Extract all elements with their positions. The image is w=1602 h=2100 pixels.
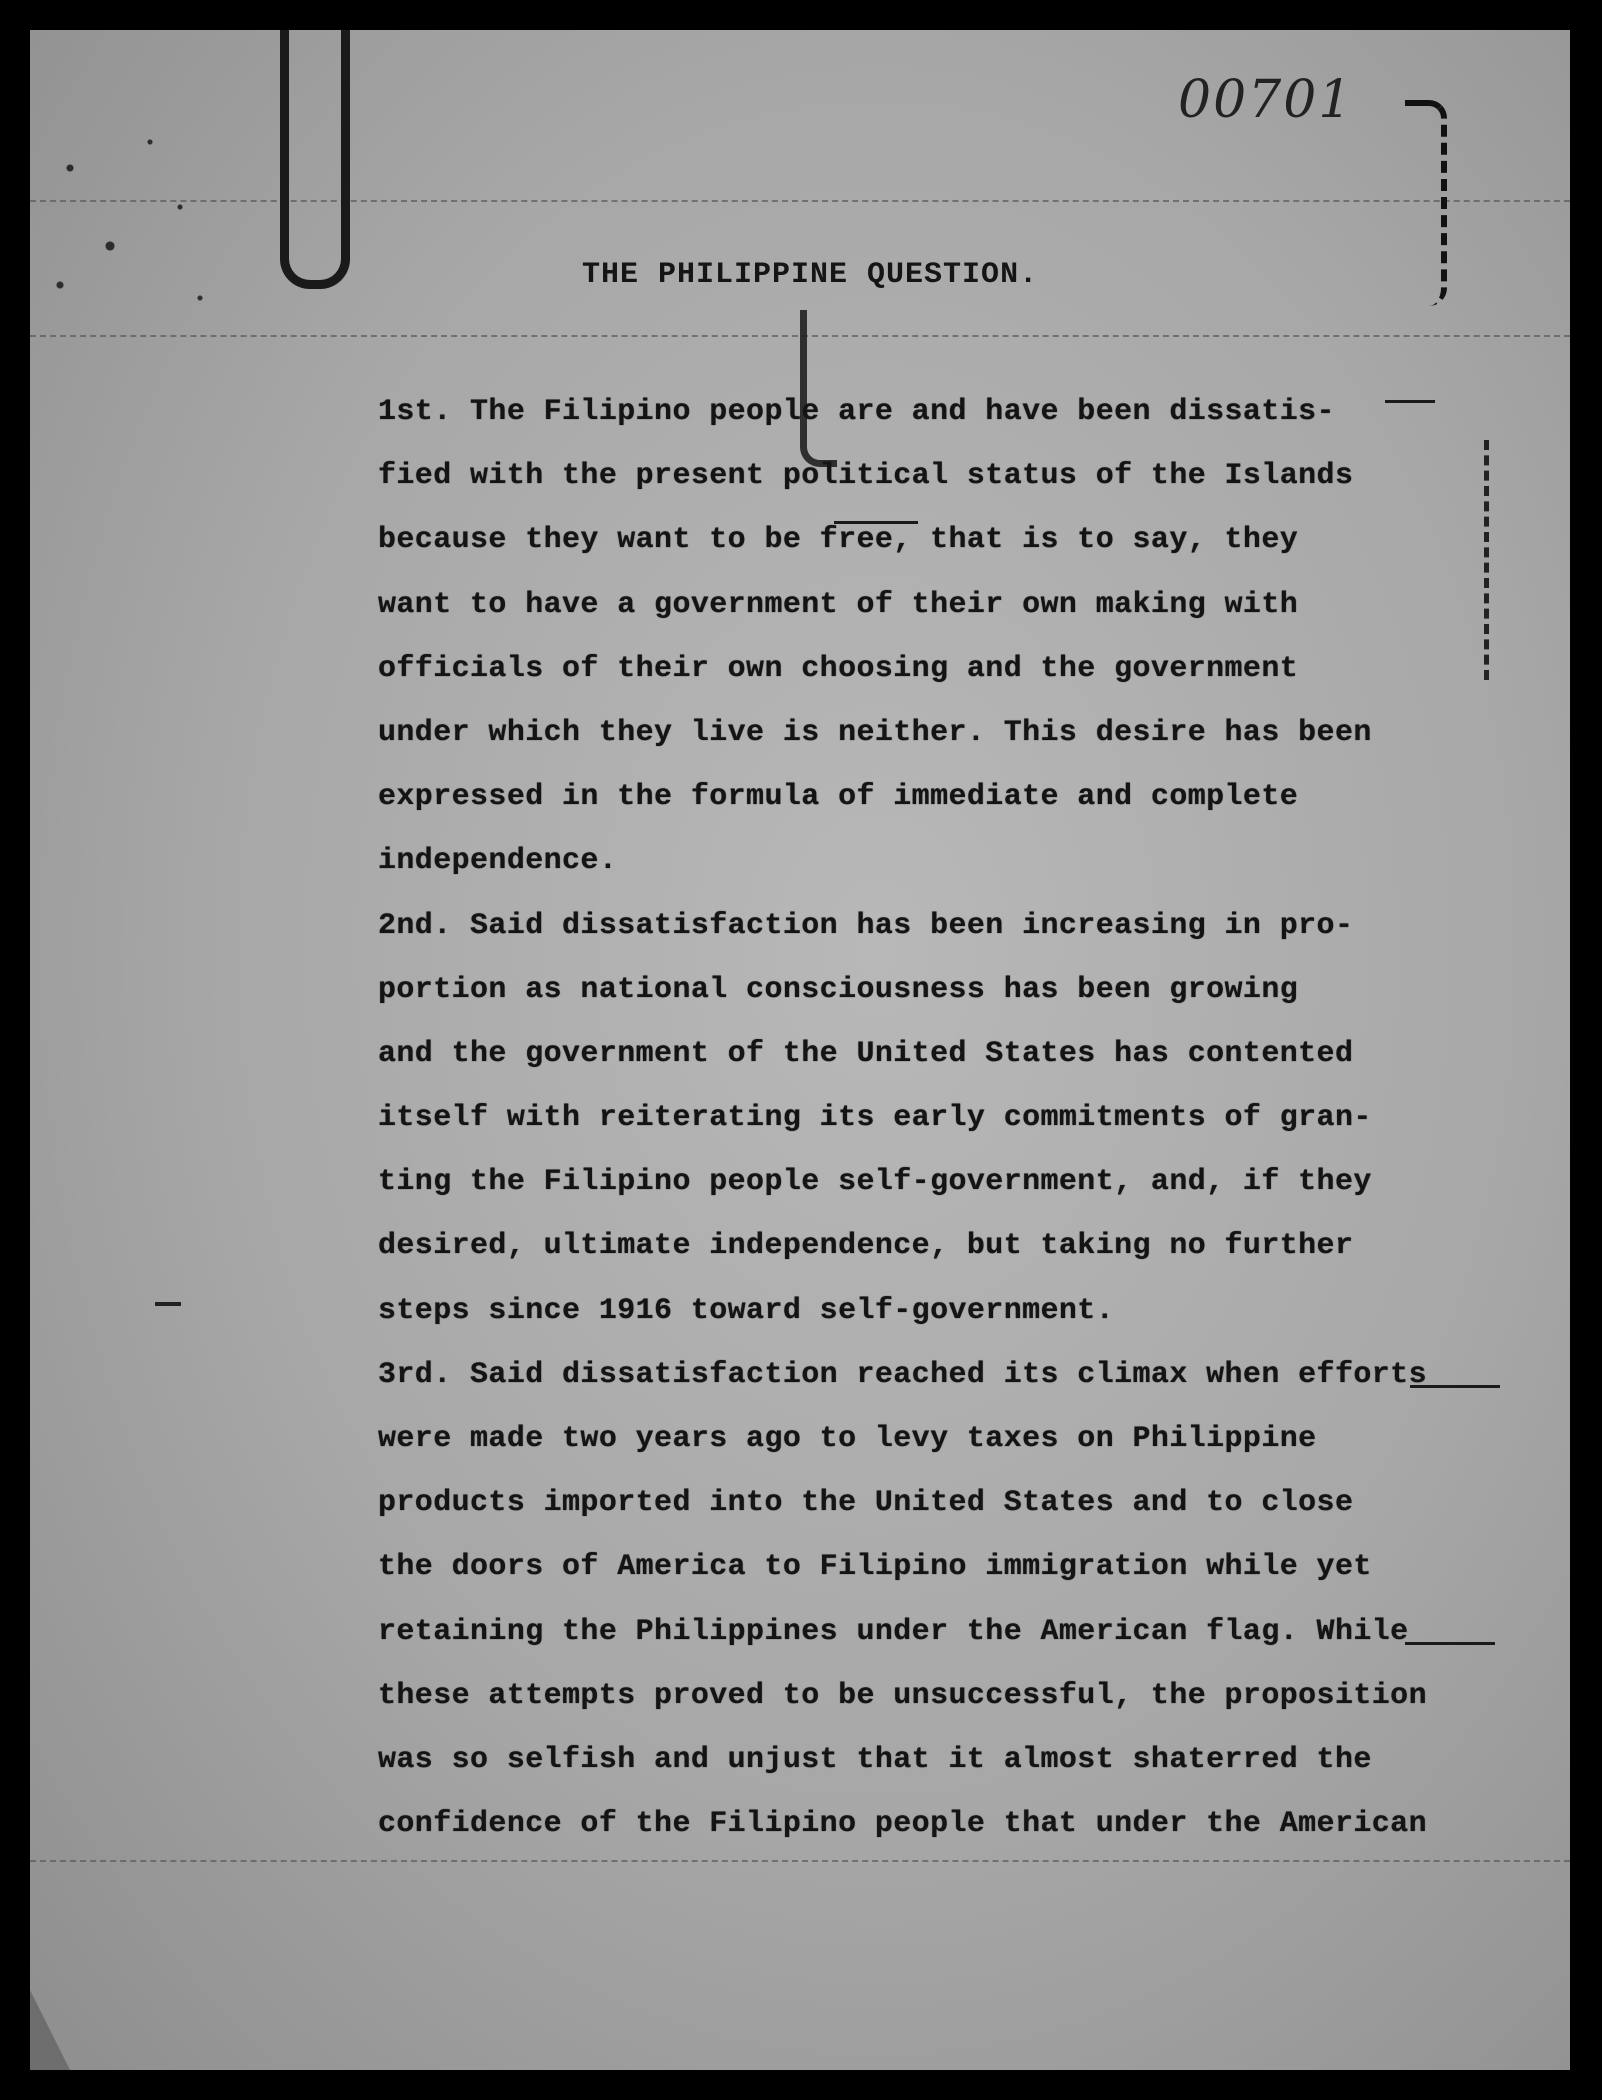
fold-line-lower [30, 1860, 1570, 1862]
edge-dash-mark [155, 1302, 181, 1306]
text-line: 1st. The Filipino people are and have been dissatis- [378, 395, 1335, 429]
fold-line-top [30, 200, 1570, 202]
text-line: and the government of the United States has contented [378, 1036, 1354, 1071]
text-line: because they want to be free, that is to say, they [378, 523, 1299, 558]
text-line: was so selfish and unjust that it almost shaterred the [378, 1742, 1372, 1777]
text-line: want to have a government of their own making with [378, 587, 1299, 622]
text-line: steps since 1916 toward self-government. [378, 1293, 1115, 1328]
text-line: 2nd. Said dissatisfaction has been increasing in pro- [378, 908, 1354, 943]
text-line: these attempts proved to be unsuccessful, the proposition [378, 1678, 1427, 1713]
text-line: were made two years ago to levy taxes on Philippine [378, 1422, 1317, 1456]
text-line: 3rd. Said dissatisfaction reached its climax when efforts [378, 1357, 1427, 1392]
text-line: retaining the Philippines under the American flag. While [378, 1614, 1409, 1649]
handwritten-page-number: 00701 [1178, 70, 1354, 130]
text-line: desired, ultimate independence, but taking no further [378, 1229, 1354, 1264]
text-line: itself with reiterating its early commitments of gran- [378, 1101, 1372, 1136]
underline-free [834, 521, 918, 524]
margin-dash-mark [1385, 400, 1435, 403]
document-title: THE PHILIPPINE QUESTION. [582, 258, 1039, 292]
text-line: officials of their own choosing and the government [378, 651, 1299, 686]
text-line: ting the Filipino people self-government, and, if they [378, 1165, 1372, 1200]
text-line: the doors of America to Filipino immigration while yet [378, 1550, 1372, 1585]
staple-mark-icon [1405, 100, 1447, 306]
text-line: portion as national consciousness has been growing [378, 972, 1299, 1007]
paper-clip-icon [280, 30, 350, 289]
document-body [378, 380, 1558, 1856]
underline-efforts [1410, 1385, 1500, 1388]
underline-while [1405, 1642, 1495, 1645]
text-line: products imported into the United States and to close [378, 1486, 1354, 1521]
text-line: under which they live is neither. This desire has been [378, 715, 1372, 750]
text-line: confidence of the Filipino people that under the American [378, 1807, 1427, 1842]
text-line: independence. [378, 844, 618, 879]
text-line: fied with the present political status of the Islands [378, 459, 1354, 494]
document-page [30, 30, 1570, 2070]
ink-specks [30, 90, 230, 350]
corner-fold [30, 1990, 70, 2070]
text-line: expressed in the formula of immediate and complete [378, 780, 1299, 815]
